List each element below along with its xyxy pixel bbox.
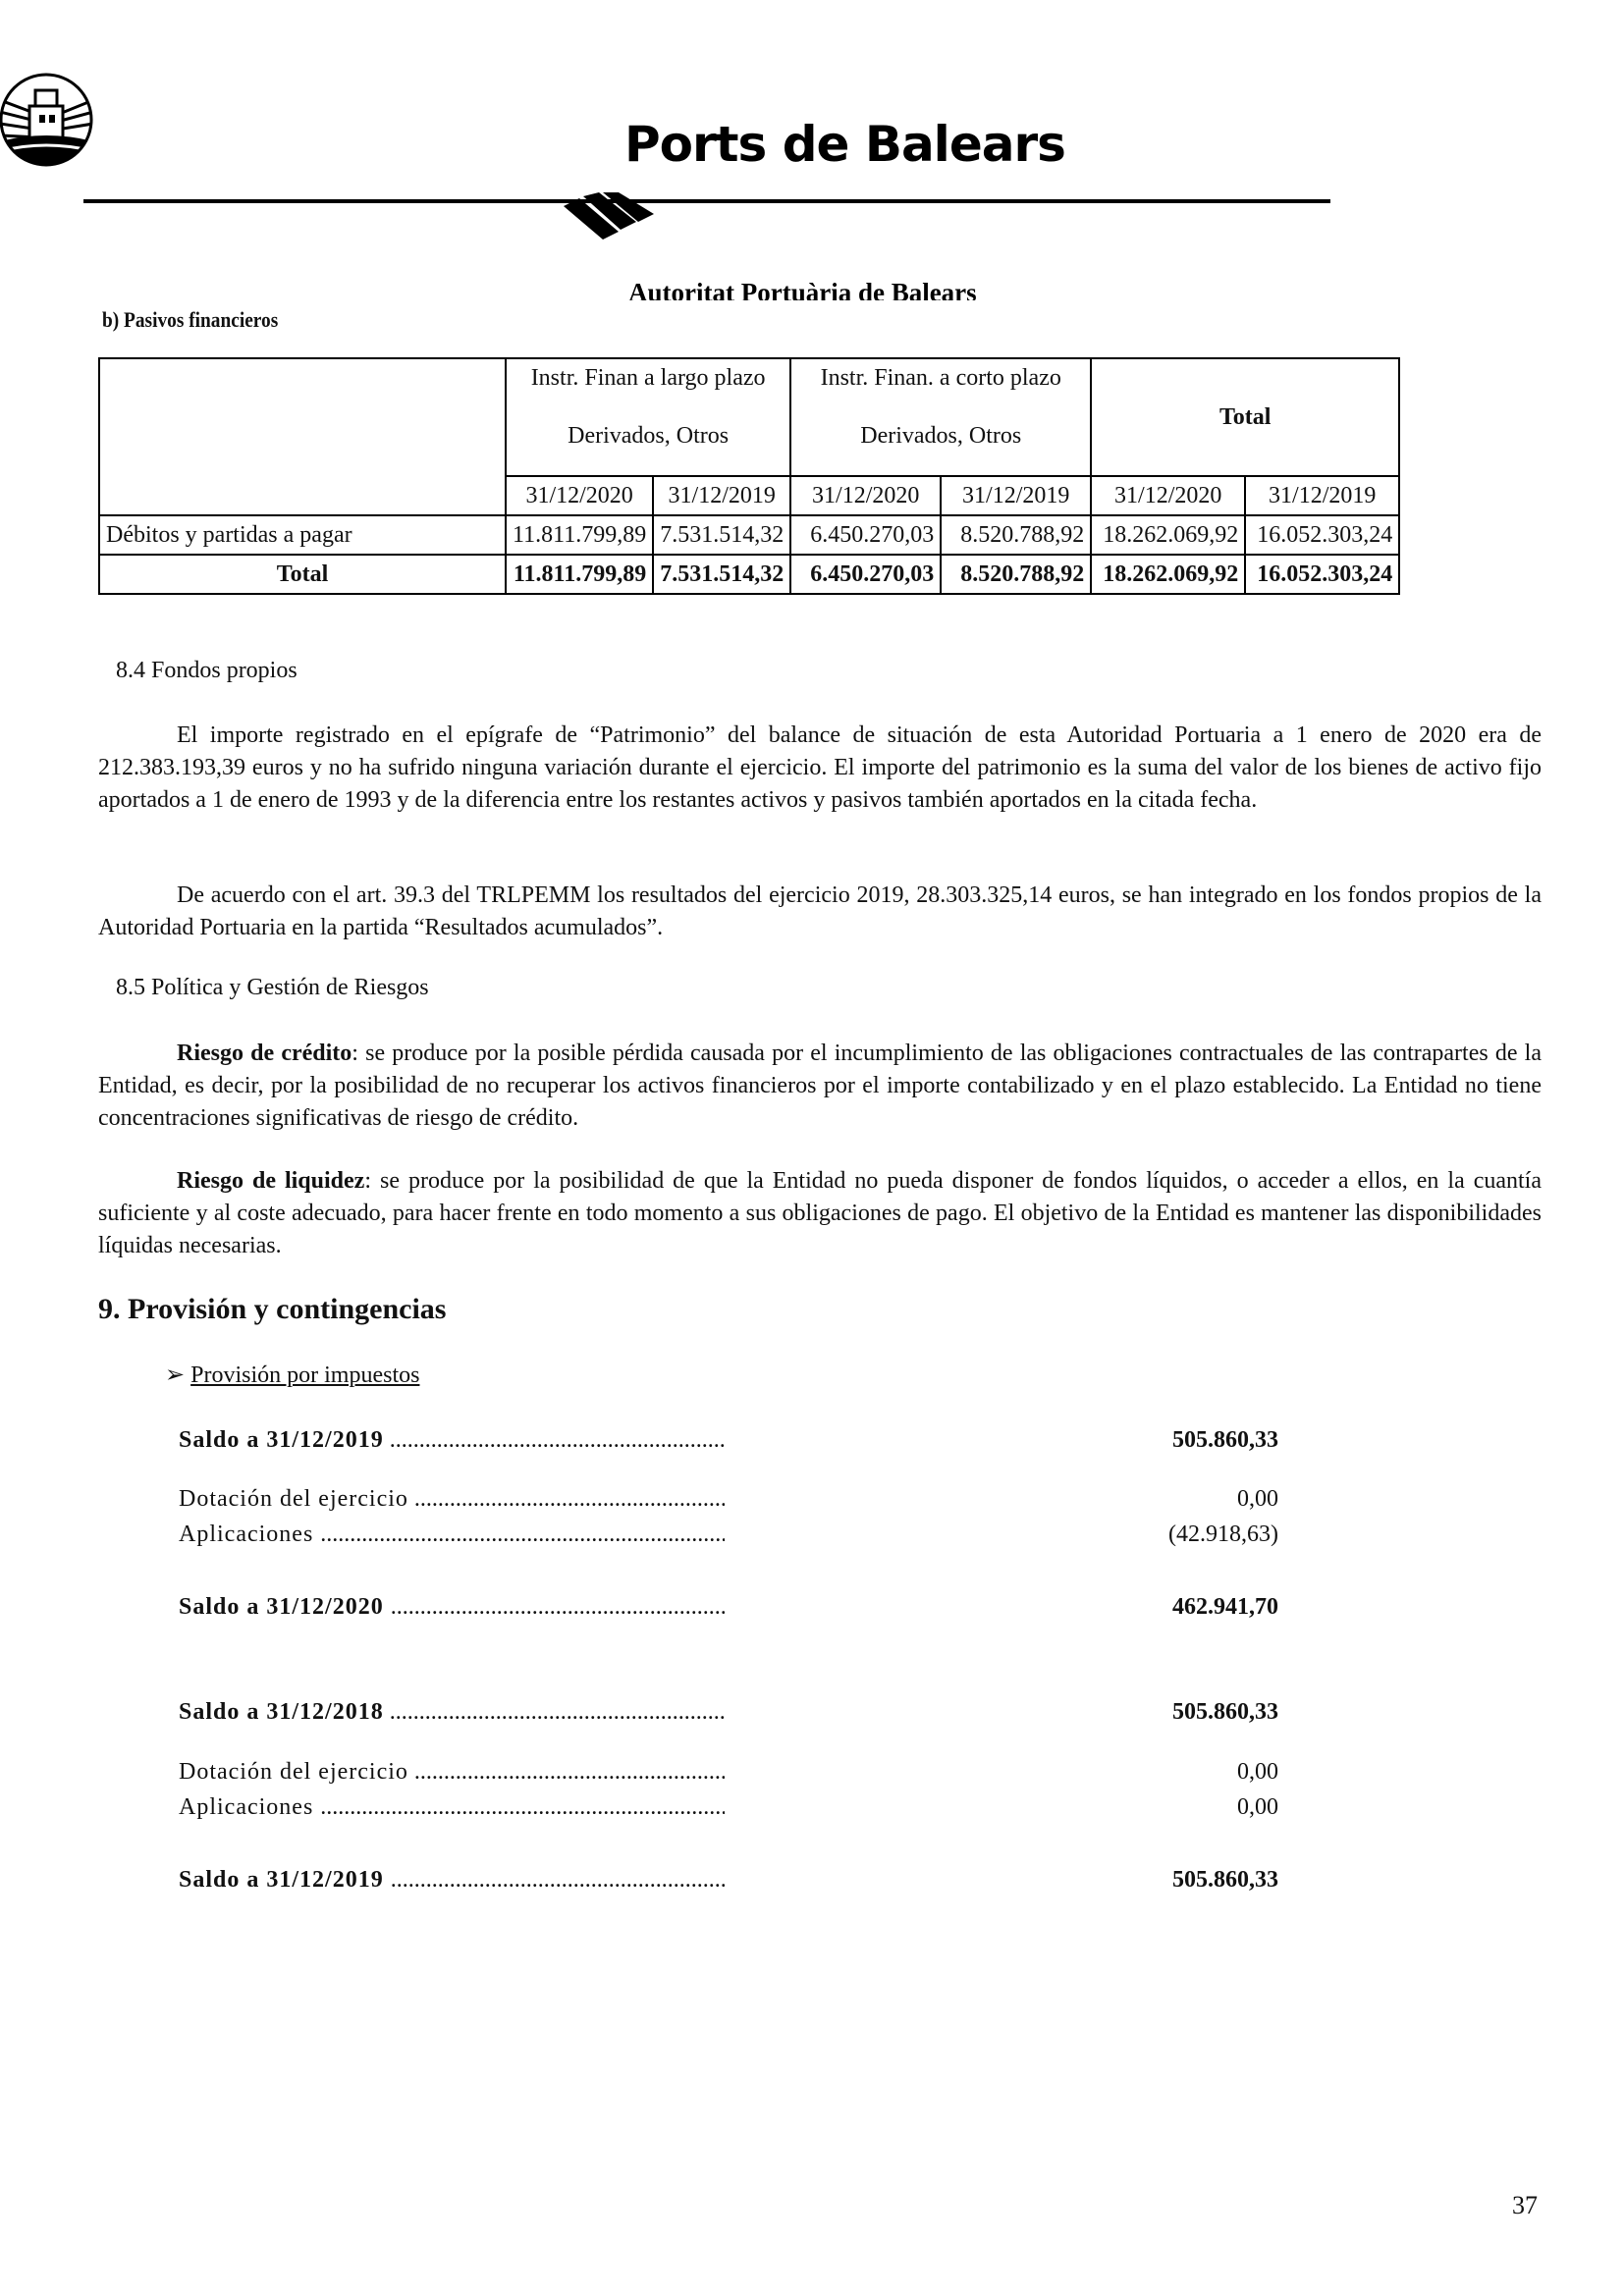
row-label: Débitos y partidas a pagar: [99, 515, 506, 555]
balance-label: Saldo a 31/12/2019 .....: [179, 1423, 725, 1457]
table-cell: 18.262.069,92: [1091, 515, 1245, 555]
balance-row: [179, 1790, 1278, 1824]
table-cell: 8.520.788,92: [941, 555, 1091, 594]
balance-row: [179, 1863, 1278, 1896]
balance-row: [179, 1423, 1278, 1457]
balance-value: (42.918,63): [1168, 1522, 1278, 1547]
balance-label: Aplicaciones .....: [179, 1518, 725, 1551]
subbrand-title: Autoritat Portuària de Balears: [628, 278, 977, 300]
balance-value: 0,00: [1237, 1759, 1278, 1785]
balance-row: [179, 1518, 1278, 1551]
table-cell: 6.450.270,03: [790, 515, 941, 555]
balance-label: Dotación del ejercicio .....: [179, 1482, 725, 1516]
table-cell: 8.520.788,92: [941, 515, 1091, 555]
table-cell: 16.052.303,24: [1245, 515, 1399, 555]
table-corner-cell: [99, 358, 506, 515]
header-rule: [83, 199, 1330, 203]
balance-value: 505.860,33: [1172, 1427, 1278, 1453]
balance-row: [179, 1590, 1278, 1624]
table-cell: 16.052.303,24: [1245, 555, 1399, 594]
table-cell: 18.262.069,92: [1091, 555, 1245, 594]
balance-label: Dotación del ejercicio .....: [179, 1755, 725, 1789]
balance-value: 0,00: [1237, 1794, 1278, 1820]
group-header-short-term: Instr. Finan. a corto plazo: [790, 358, 1091, 397]
balance-value: 0,00: [1237, 1486, 1278, 1512]
balance-label: Saldo a 31/12/2018 .....: [179, 1695, 725, 1729]
brand-title: Ports de Balears: [624, 116, 1065, 173]
group-header-long-term: Instr. Finan a largo plazo: [506, 358, 790, 397]
balance-value: 505.860,33: [1172, 1867, 1278, 1893]
brand-wave-icon: [560, 192, 687, 241]
table-row: [99, 515, 1399, 555]
arrow-bullet-icon: ➢: [165, 1362, 186, 1388]
liquidity-risk-label: Riesgo de liquidez: [177, 1168, 365, 1194]
section-heading: b) Pasivos financieros: [102, 307, 279, 332]
financial-liabilities-table: [98, 357, 1400, 595]
lighthouse-logo-icon: [0, 71, 93, 169]
paragraph-riesgo-liquidez: [98, 1165, 1542, 1262]
balance-label: Aplicaciones .....: [179, 1790, 725, 1824]
heading-provision: 9. Provisión y contingencias: [98, 1293, 447, 1325]
subheader-short-term: Derivados, Otros: [790, 397, 1091, 476]
table-cell: 6.450.270,03: [790, 555, 941, 594]
date-header: 31/12/2020: [790, 476, 941, 515]
heading-riesgos: 8.5 Política y Gestión de Riesgos: [116, 975, 429, 1000]
paragraph-resultados: De acuerdo con el art. 39.3 del TRLPEMM los resultados del ejercicio 2019, 28.303.325,14 euros, se han integrado en los fondos propios de la Autoridad Portuaria en la partida “Resultados acumulados”.: [98, 882, 1542, 940]
page-number: 37: [1512, 2191, 1538, 2219]
date-header: 31/12/2019: [653, 476, 790, 515]
balance-row: [179, 1695, 1278, 1729]
row-label: Total: [99, 555, 506, 594]
table-total-row: [99, 555, 1399, 594]
paragraph-riesgo-credito: [98, 1038, 1542, 1135]
date-header: 31/12/2019: [941, 476, 1091, 515]
table-cell: 7.531.514,32: [653, 515, 790, 555]
bullet-label: Provisión por impuestos: [190, 1362, 420, 1388]
table-cell: 11.811.799,89: [506, 515, 653, 555]
heading-fondos-propios: 8.4 Fondos propios: [116, 658, 298, 683]
table-cell: 7.531.514,32: [653, 555, 790, 594]
balance-label: Saldo a 31/12/2020 .....: [179, 1590, 725, 1624]
liquidity-risk-text: : se produce por la posibilidad de que la Entidad no pueda disponer de fondos líquidos, o acceder a ellos, en la cuantía suficiente y al coste adecuado, para hacer frente en todo momento a sus obligaciones de pago. El objetivo de la Entidad es mantener las disponibilidades líquidas necesarias.: [98, 1168, 1543, 1258]
credit-risk-text: : se produce por la posible pérdida causada por el incumplimiento de las obligaciones contractuales de las contrapartes de la Entidad, es decir, por la posibilidad de no recuperar los activos financieros por el importe contabilizado y en el plazo establecido. La Entidad no tiene concentraciones significativas de riesgo de crédito.: [98, 1041, 1542, 1131]
bullet-provision-impuestos: [165, 1361, 419, 1389]
balance-label: Saldo a 31/12/2019 .....: [179, 1863, 725, 1896]
subheader-long-term: Derivados, Otros: [506, 397, 790, 476]
date-header: 31/12/2020: [506, 476, 653, 515]
balance-row: [179, 1482, 1278, 1516]
balance-row: [179, 1755, 1278, 1789]
balance-value: 505.860,33: [1172, 1699, 1278, 1725]
credit-risk-label: Riesgo de crédito: [177, 1041, 352, 1066]
paragraph-patrimonio: El importe registrado en el epígrafe de “Patrimonio” del balance de situación de esta Autoridad Portuaria a 1 enero de 2020 era de 212.383.193,39 euros y no ha sufrido ninguna variación durante el ejercicio. El importe del patrimonio es la suma del valor de los bienes de activo fijo aportados a 1 de enero de 1993 y de la diferencia entre los restantes activos y pasivos también aportados en la citada fecha.: [98, 722, 1542, 813]
balance-value: 462.941,70: [1172, 1594, 1278, 1620]
date-header: 31/12/2019: [1245, 476, 1399, 515]
table-cell: 11.811.799,89: [506, 555, 653, 594]
date-header: 31/12/2020: [1091, 476, 1245, 515]
group-header-total: Total: [1091, 358, 1399, 476]
